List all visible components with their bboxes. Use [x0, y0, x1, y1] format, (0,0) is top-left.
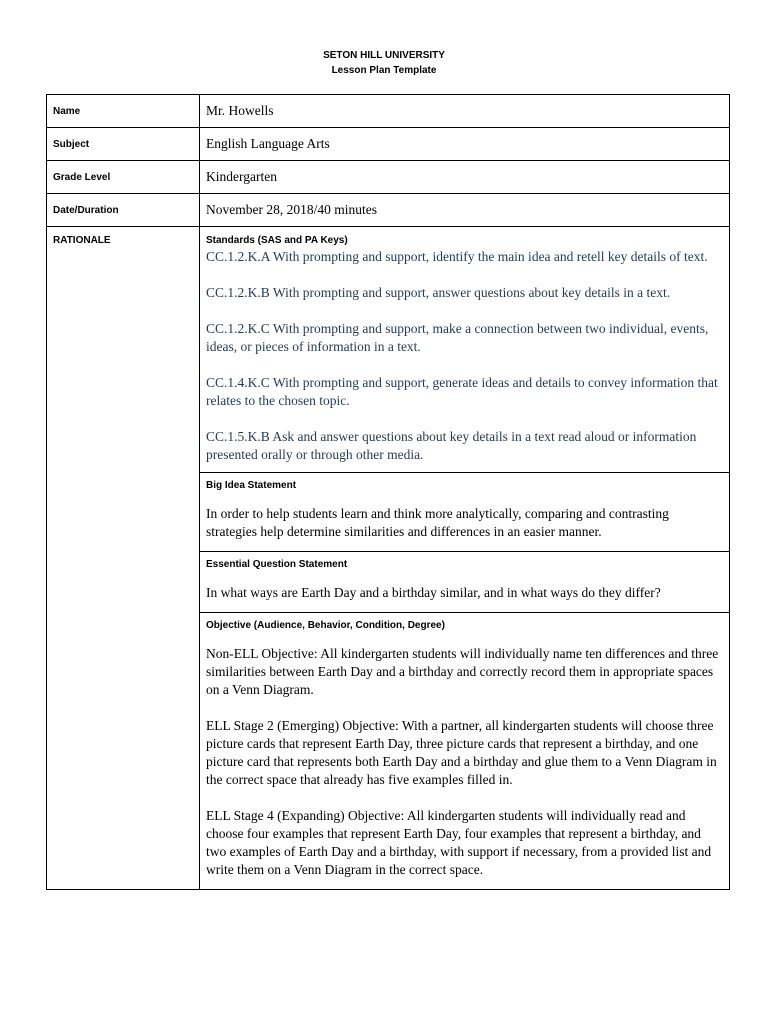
big-idea-heading: Big Idea Statement: [206, 480, 297, 491]
big-idea-cell: [200, 473, 730, 552]
table-row-subject: [47, 128, 730, 161]
standard-item: CC.1.2.K.B With prompting and support, answer questions about key details in a text.: [206, 285, 671, 300]
essential-question-text: In what ways are Earth Day and a birthday similar, and in what ways do they differ?: [206, 585, 661, 600]
big-idea-text: In order to help students learn and think more analytically, comparing and contrasting strategies help determine similarities and differences in an easier manner.: [206, 506, 669, 539]
standards-cell: [200, 227, 730, 473]
standard-item: CC.1.5.K.B Ask and answer questions about key details in a text read aloud or information presented orally or through other media.: [206, 429, 697, 462]
template-title: Lesson Plan Template: [331, 65, 437, 76]
essential-question-heading: Essential Question Statement: [206, 559, 348, 570]
objective-item: ELL Stage 2 (Emerging) Objective: With a partner, all kindergarten students will choose three picture cards that represent Earth Day, three picture cards that represent a birthday, and one picture card that represents both Earth Day and a birthday and glue them to a Venn Diagram in the correct space that already has five examples filled in.: [206, 718, 717, 787]
standard-item: CC.1.2.K.C With prompting and support, make a connection between two individual, events, ideas, or pieces of information in a text.: [206, 321, 709, 354]
lesson-plan-table: [46, 94, 730, 890]
table-row-standards: [47, 227, 730, 473]
name-label: Name: [47, 95, 200, 128]
objective-item: Non-ELL Objective: All kindergarten students will individually name ten differences and three similarities between Earth Day and a birthday and correctly record them in appropriate spaces on a Venn Diagram.: [206, 646, 719, 697]
table-row-name: [47, 95, 730, 128]
date-label: Date/Duration: [47, 194, 200, 227]
table-row-grade: [47, 161, 730, 194]
objective-heading: Objective (Audience, Behavior, Condition, Degree): [206, 620, 445, 631]
document-heading: [0, 48, 768, 78]
table-row-date: [47, 194, 730, 227]
date-value: November 28, 2018/40 minutes: [200, 194, 730, 227]
subject-value: English Language Arts: [200, 128, 730, 161]
subject-label: Subject: [47, 128, 200, 161]
standards-heading: Standards (SAS and PA Keys): [206, 235, 348, 246]
standard-item: CC.1.2.K.A With prompting and support, identify the main idea and retell key details of text.: [206, 249, 708, 264]
standard-item: CC.1.4.K.C With prompting and support, generate ideas and details to convey information that relates to the chosen topic.: [206, 375, 718, 408]
name-value: Mr. Howells: [200, 95, 730, 128]
essential-question-cell: [200, 552, 730, 613]
rationale-label: RATIONALE: [47, 227, 200, 890]
objective-cell: [200, 613, 730, 890]
grade-value: Kindergarten: [200, 161, 730, 194]
objective-item: ELL Stage 4 (Expanding) Objective: All kindergarten students will individually read and choose four examples that represent Earth Day, four examples that represent a birthday, and two examples of Earth Day and a birthday, with support if necessary, from a provided list and write them on a Venn Diagram in the correct space.: [206, 808, 712, 877]
grade-label: Grade Level: [47, 161, 200, 194]
university-title: SETON HILL UNIVERSITY: [323, 50, 445, 61]
